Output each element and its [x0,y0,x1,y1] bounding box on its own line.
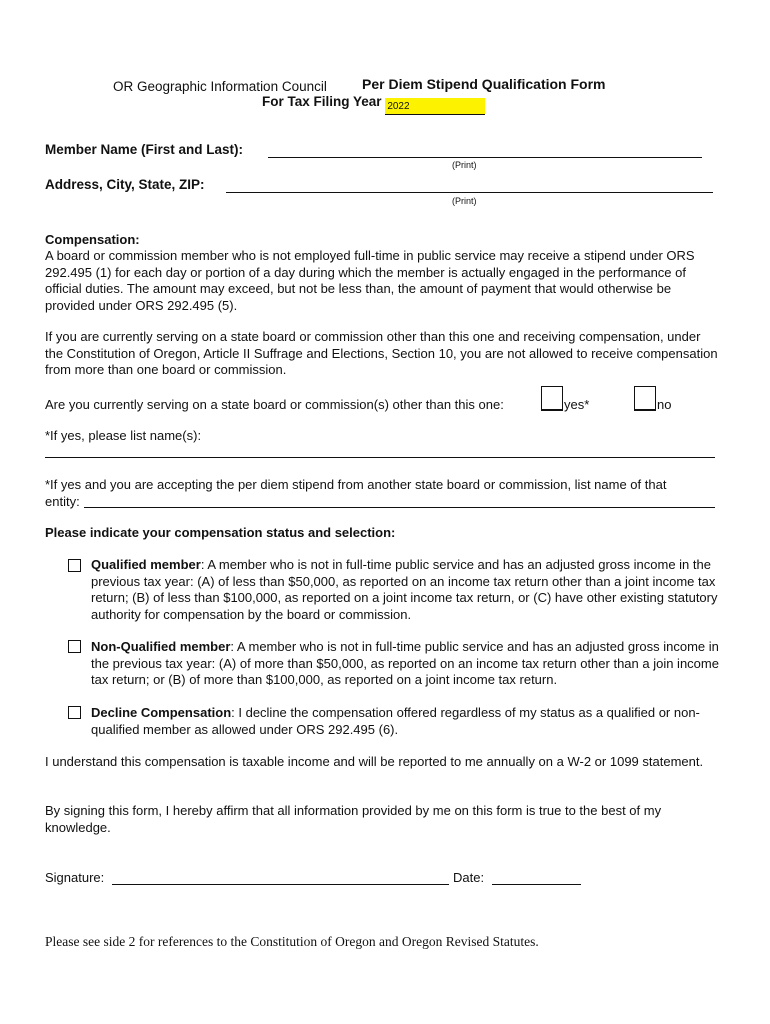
no-underline [634,397,656,411]
non-qualified-member-title: Non-Qualified member [91,639,231,654]
qualified-member-title: Qualified member [91,557,201,572]
decline-compensation-checkbox[interactable] [68,706,81,719]
form-org-name: OR Geographic Information Council [113,79,327,94]
tax-year-field[interactable]: 2022 [385,98,485,115]
non-qualified-member-option [91,639,723,689]
yes-label: yes* [564,397,590,412]
side-2-note: Please see side 2 for references to the Constitution of Oregon and Oregon Revised Statutes. [45,934,539,949]
signature-field[interactable] [112,870,449,885]
address-print-hint: (Print) [452,196,477,206]
taxable-notice: I understand this compensation is taxable income and will be reported to me annually on a W-2 or 1099 statement. [45,754,704,769]
tax-year-row [262,94,485,115]
tax-year-label: For Tax Filing Year [262,94,382,109]
list-names-field[interactable] [45,443,715,458]
entity-label: entity: [45,494,80,509]
list-names-label: *If yes, please list name(s): [45,428,202,443]
non-qualified-member-text: : A member who is not in full-time public service and has an adjusted gross income in the previous tax year: (A) of more than $50,000, as reported on an income tax return other than a join income tax return; or (B) of more than $100,000, as reported on a joint income tax return. [91,639,719,687]
date-field[interactable] [492,870,581,885]
qualified-member-option [91,557,723,623]
entity-text: *If yes and you are accepting the per diem stipend from another state board or commission, list name of that [45,477,667,492]
qualified-member-checkbox[interactable] [68,559,81,572]
member-name-print-hint: (Print) [452,160,477,170]
address-label: Address, City, State, ZIP: [45,177,205,192]
compensation-paragraph-2: If you are currently serving on a state board or commission other than this one and receiving compensation, under the Constitution of Oregon, Article II Suffrage and Elections, Section 10, you are not allowed to receive compensation from more than one board or commission. [45,329,718,377]
compensation-heading: Compensation: [45,232,140,247]
yes-underline [541,397,563,411]
member-name-field[interactable] [268,143,702,158]
date-label: Date: [453,870,485,885]
decline-compensation-title: Decline Compensation [91,705,232,720]
address-field[interactable] [226,178,713,193]
compensation-paragraph-1: A board or commission member who is not employed full-time in public service may receive a stipend under ORS 292.495 (1) for each day or portion of a day during which the member is actually engaged in the performance of official duties. The amount may exceed, but not be less than, the amount of payment that would otherwise be provided under ORS 292.495 (5). [45,248,695,313]
form-title: Per Diem Stipend Qualification Form [362,76,606,92]
qualified-member-text: : A member who is not in full-time public service and has an adjusted gross income in the previous tax year: (A) of less than $50,000, as reported on an income tax return other than a joint income tax return; (B) of less than $100,000, as reported on a joint income tax return, or (C) have other existing statutory authority for compensation by the board or commission. [91,557,718,622]
member-name-label: Member Name (First and Last): [45,142,244,157]
affirmation-text: By signing this form, I hereby affirm that all information provided by me on this form is true to the best of my knowledge. [45,803,662,835]
decline-compensation-text: : I decline the compensation offered regardless of my status as a qualified or non-qualified member as allowed under ORS 292.495 (6). [91,705,700,737]
selection-heading: Please indicate your compensation status and selection: [45,525,396,540]
signature-label: Signature: [45,870,105,885]
entity-field[interactable] [84,493,715,508]
decline-compensation-option [91,705,723,738]
no-label: no [657,397,672,412]
non-qualified-member-checkbox[interactable] [68,640,81,653]
other-board-question: Are you currently serving on a state board or commission(s) other than this one: [45,397,504,412]
